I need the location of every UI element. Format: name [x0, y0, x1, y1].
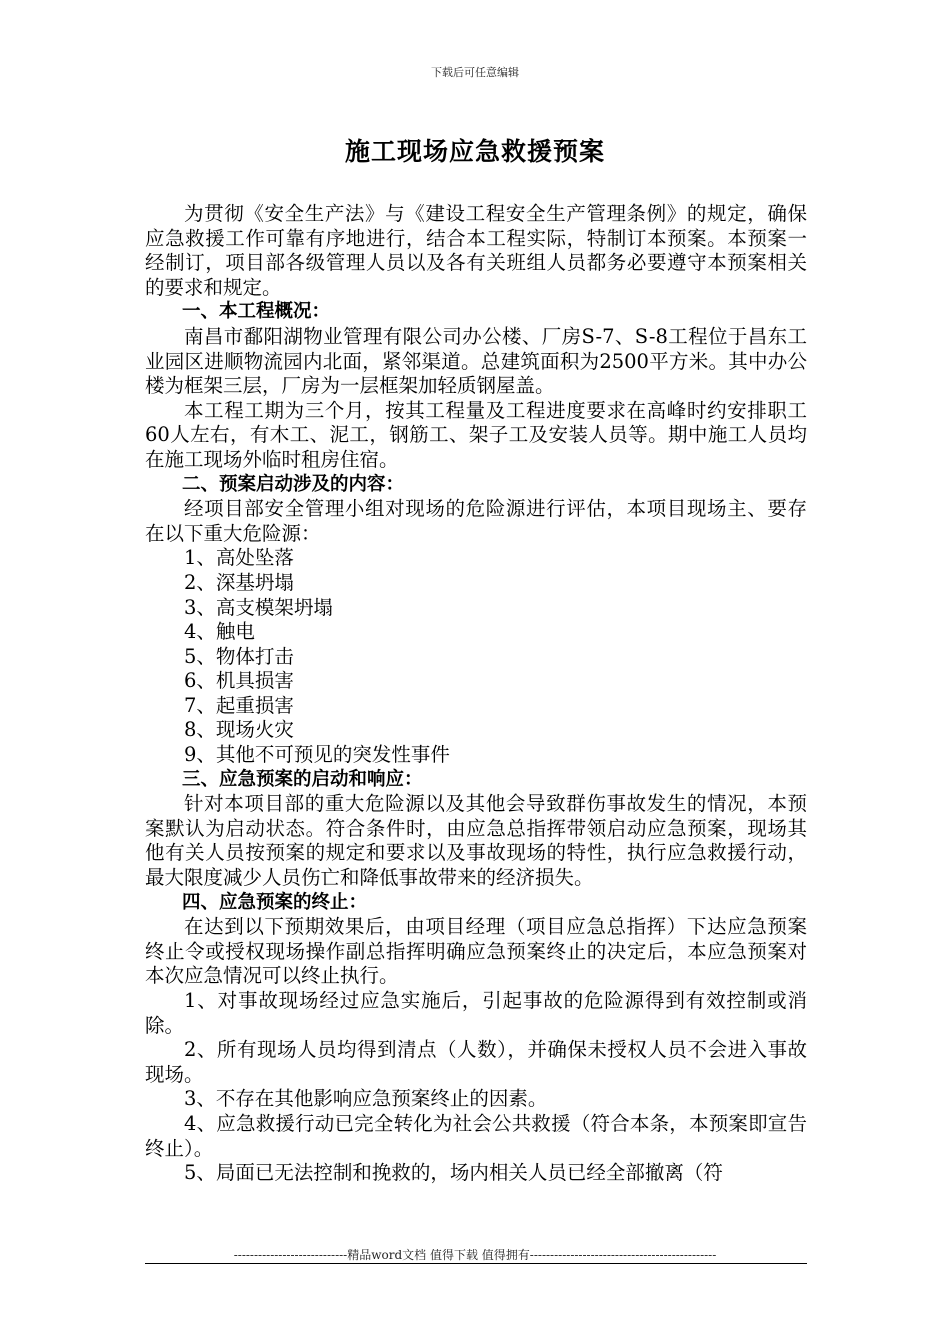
footer-divider	[145, 1263, 807, 1264]
header-note: 下载后可任意编辑	[431, 66, 519, 79]
intro-paragraph: 为贯彻《安全生产法》与《建设工程安全生产管理条例》的规定，确保应急救援工作可靠有序地进行，结合本工程实际，特制订本预案。本预案一经制订，项目部各级管理人员以及各有关班组人员都务必要遵守本预案相关的要求和规定。	[145, 202, 807, 299]
list-item: 4、触电	[184, 620, 255, 644]
body-paragraph: 在达到以下预期效果后，由项目经理（项目应急总指挥）下达应急预案终止令或授权现场操作副总指挥明确应急预案终止的决定后，本应急预案对本次应急情况可以终止执行。	[145, 915, 807, 988]
section-heading: 一、本工程概况：	[182, 301, 331, 323]
body-paragraph: 经项目部安全管理小组对现场的危险源进行评估，本项目现场主、要存在以下重大危险源：	[145, 497, 807, 545]
section-heading: 四、应急预案的终止：	[182, 891, 368, 913]
body-paragraph: 本工程工期为三个月，按其工程量及工程进度要求在高峰时约安排职工60人左右，有木工、泥工，钢筋工、架子工及安装人员等。期中施工人员均在施工现场外临时租房住宿。	[145, 398, 807, 471]
document-title: 施工现场应急救援预案	[344, 137, 605, 166]
list-item: 5、物体打击	[184, 644, 294, 668]
list-item: 1、高处坠落	[184, 546, 294, 570]
list-item: 4、应急救援行动已完全转化为社会公共救援（符合本条，本预案即宣告终止）。	[145, 1111, 807, 1160]
document-body	[145, 202, 807, 1186]
list-item: 9、其他不可预见的突发性事件	[184, 743, 450, 767]
list-item: 5、局面已无法控制和挽救的，场内相关人员已经全部撤离（符	[184, 1161, 723, 1185]
list-item: 1、对事故现场经过应急实施后，引起事故的危险源得到有效控制或消除。	[145, 989, 807, 1037]
section-heading: 二、预案启动涉及的内容：	[182, 473, 405, 495]
list-item: 3、不存在其他影响应急预案终止的因素。	[184, 1087, 548, 1111]
list-item: 2、深基坍塌	[184, 570, 294, 594]
footer-note: ----------------------------精品word文档 值得下载 值得拥有----------------------------------------------	[233, 1248, 717, 1262]
list-item: 3、高支模架坍塌	[184, 595, 333, 619]
body-paragraph: 南昌市鄱阳湖物业管理有限公司办公楼、厂房S-7、S-8工程位于昌东工业园区进顺物流园内北面，紧邻渠道。总建筑面积为2500平方米。其中办公楼为框架三层，厂房为一层框架加轻质钢屋盖。	[145, 324, 807, 398]
body-paragraph: 针对本项目部的重大危险源以及其他会导致群伤事故发生的情况，本预案默认为启动状态。符合条件时，由应急总指挥带领启动应急预案，现场其他有关人员按预案的规定和要求以及事故现场的特性，执行应急救援行动，最大限度减少人员伤亡和降低事故带来的经济损失。	[145, 792, 807, 890]
list-item: 6、机具损害	[184, 669, 294, 693]
section-heading: 三、应急预案的启动和响应：	[182, 768, 423, 790]
list-item: 2、所有现场人员均得到清点（人数），并确保未授权人员不会进入事故现场。	[145, 1038, 807, 1086]
list-item: 8、现场火灾	[184, 718, 294, 742]
list-item: 7、起重损害	[184, 693, 294, 717]
